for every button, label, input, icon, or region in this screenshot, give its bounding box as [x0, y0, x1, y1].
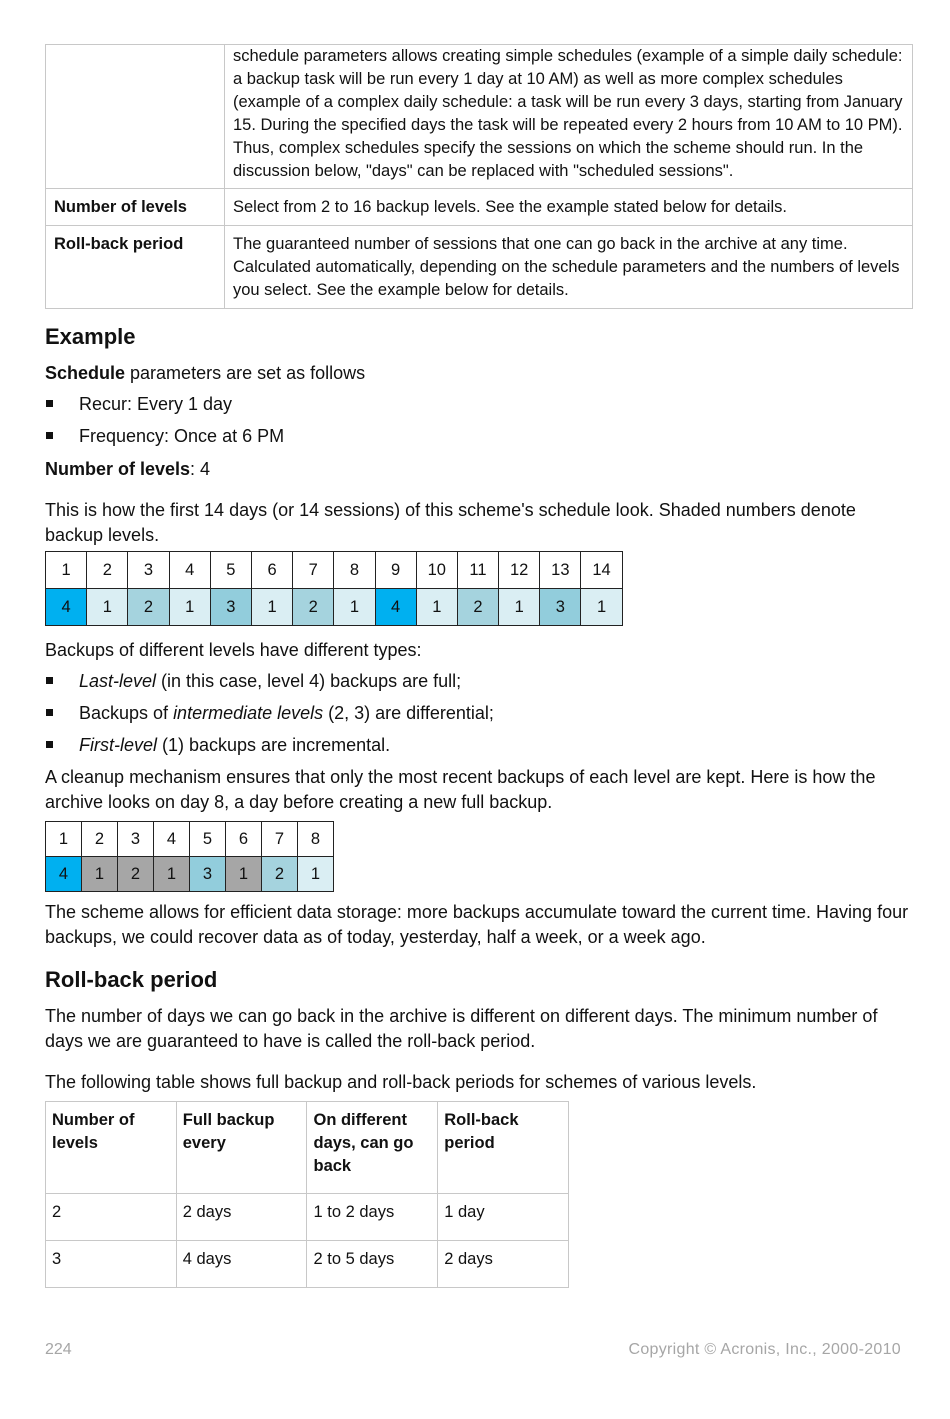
table-row: [46, 226, 913, 309]
table-row: [46, 189, 913, 226]
table-cell: 1 to 2 days: [307, 1194, 438, 1241]
types-bullets: [45, 669, 913, 758]
day-cell: 11: [457, 552, 498, 589]
level-cell: 4: [46, 589, 87, 626]
day-cell: 8: [334, 552, 375, 589]
level-cell: 1: [298, 857, 334, 892]
bullet-text: Recur: Every 1 day: [79, 394, 233, 414]
archive-day-8-table: [45, 821, 334, 892]
table-cell: 1 day: [438, 1194, 569, 1241]
table-cell: 2 days: [438, 1241, 569, 1288]
levels-bold: Number of levels: [45, 459, 191, 479]
table-cell: 2 to 5 days: [307, 1241, 438, 1288]
rollback-paragraph-1: The number of days we can go back in the archive is different on different days. The minimum number of days we are guaranteed to have is called the roll-back period.: [45, 1006, 878, 1051]
parameters-table: [45, 44, 913, 309]
level-row: [46, 857, 334, 892]
schedule-bullets: [45, 392, 913, 449]
day-cell: 4: [169, 552, 210, 589]
column-header: Roll-back period: [438, 1102, 569, 1194]
level-cell: 1: [581, 589, 622, 626]
schedule-intro: This is how the first 14 days (or 14 sessions) of this scheme's schedule look. Shaded numbers denote backup levels.: [45, 500, 856, 545]
param-value: schedule parameters allows creating simple schedules (example of a simple daily schedule: a backup task will be run every 1 day at 10 AM) as well as more complex schedules (example of a complex daily schedule: a task will be run every 3 days, starting from January 15. During the specified days the task will be repeated every 2 hours from 10 AM to 10 PM). Thus, complex schedules specify the sessions on which the scheme should run. In the discussion below, "days" can be replaced with "scheduled sessions".: [225, 45, 913, 189]
rollback-heading: Roll-back period: [45, 967, 218, 992]
level-row: [46, 589, 623, 626]
levels-line: [45, 457, 913, 482]
table-row: [46, 45, 913, 189]
type-emphasis: First-level: [79, 735, 158, 755]
day-cell: 7: [262, 822, 298, 857]
column-header: On different days, can go back: [307, 1102, 438, 1194]
day-cell: 8: [298, 822, 334, 857]
level-cell: 1: [226, 857, 262, 892]
type-text: (2, 3) are differential;: [323, 703, 494, 723]
day-cell: 2: [87, 552, 128, 589]
column-header: Full backup every: [176, 1102, 307, 1194]
schedule-bold: Schedule: [45, 363, 126, 383]
day-cell: 6: [226, 822, 262, 857]
levels-rest: : 4: [190, 459, 211, 479]
type-prefix: Backups of: [79, 703, 174, 723]
level-cell: 3: [210, 589, 251, 626]
level-cell: 2: [118, 857, 154, 892]
type-emphasis: intermediate levels: [173, 703, 324, 723]
schedule-14-days-table: [45, 551, 623, 626]
rollback-paragraph-2: The following table shows full backup and roll-back periods for schemes of various levels.: [45, 1072, 757, 1092]
level-cell: 2: [293, 589, 334, 626]
level-cell: 1: [82, 857, 118, 892]
day-cell: 1: [46, 552, 87, 589]
day-cell: 6: [251, 552, 292, 589]
list-item: [45, 701, 913, 726]
level-cell: 4: [46, 857, 82, 892]
copyright-notice: Copyright © Acronis, Inc., 2000-2010: [628, 1341, 901, 1358]
day-row: [46, 552, 623, 589]
square-bullet-icon: [46, 400, 53, 407]
column-header: Number of levels: [46, 1102, 177, 1194]
level-cell: 4: [375, 589, 416, 626]
square-bullet-icon: [46, 432, 53, 439]
example-heading: Example: [45, 324, 136, 349]
list-item: [45, 733, 913, 758]
day-cell: 7: [293, 552, 334, 589]
table-row: [46, 1194, 569, 1241]
types-intro: Backups of different levels have different types:: [45, 640, 422, 660]
day-cell: 2: [82, 822, 118, 857]
day-cell: 10: [416, 552, 457, 589]
table-cell: 4 days: [176, 1241, 307, 1288]
day-cell: 14: [581, 552, 622, 589]
level-cell: 1: [251, 589, 292, 626]
square-bullet-icon: [46, 709, 53, 716]
level-cell: 2: [128, 589, 169, 626]
level-cell: 3: [540, 589, 581, 626]
day-cell: 9: [375, 552, 416, 589]
page-number: 224: [45, 1341, 72, 1358]
day-cell: 1: [46, 822, 82, 857]
table-cell: 2 days: [176, 1194, 307, 1241]
day-cell: 5: [190, 822, 226, 857]
storage-paragraph: The scheme allows for efficient data storage: more backups accumulate toward the current time. Having four backups, we could recover data as of today, yesterday, half a week, or a week ago.: [45, 902, 909, 947]
type-text: (in this case, level 4) backups are full;: [156, 671, 462, 691]
table-cell: 3: [46, 1241, 177, 1288]
cleanup-paragraph: A cleanup mechanism ensures that only the most recent backups of each level are kept. Here is how the archive looks on day 8, a day before creating a new full backup.: [45, 767, 876, 812]
level-cell: 1: [154, 857, 190, 892]
square-bullet-icon: [46, 677, 53, 684]
table-header-row: [46, 1102, 569, 1194]
day-cell: 13: [540, 552, 581, 589]
level-cell: 3: [190, 857, 226, 892]
day-cell: 5: [210, 552, 251, 589]
param-key: Number of levels: [46, 189, 225, 226]
day-cell: 3: [128, 552, 169, 589]
type-emphasis: Last-level: [79, 671, 157, 691]
param-key: [46, 45, 225, 189]
document-page: [45, 44, 913, 1288]
list-item: [45, 669, 913, 694]
param-value: The guaranteed number of sessions that one can go back in the archive at any time. Calculated automatically, depending on the schedule parameters and the numbers of levels you select. See the example below for details.: [225, 226, 913, 309]
day-cell: 4: [154, 822, 190, 857]
param-value: Select from 2 to 16 backup levels. See the example stated below for details.: [225, 189, 913, 226]
level-cell: 2: [262, 857, 298, 892]
day-cell: 3: [118, 822, 154, 857]
param-key: Roll-back period: [46, 226, 225, 309]
bullet-text: Frequency: Once at 6 PM: [79, 426, 285, 446]
day-cell: 12: [499, 552, 540, 589]
level-cell: 1: [334, 589, 375, 626]
level-cell: 2: [457, 589, 498, 626]
list-item: [45, 392, 913, 417]
day-row: [46, 822, 334, 857]
level-cell: 1: [87, 589, 128, 626]
schedule-line: [45, 361, 913, 386]
table-row: [46, 1241, 569, 1288]
table-cell: 2: [46, 1194, 177, 1241]
square-bullet-icon: [46, 741, 53, 748]
rollback-table: [45, 1101, 569, 1288]
level-cell: 1: [169, 589, 210, 626]
list-item: [45, 424, 913, 449]
schedule-rest: parameters are set as follows: [125, 363, 366, 383]
level-cell: 1: [416, 589, 457, 626]
level-cell: 1: [499, 589, 540, 626]
type-text: (1) backups are incremental.: [157, 735, 391, 755]
